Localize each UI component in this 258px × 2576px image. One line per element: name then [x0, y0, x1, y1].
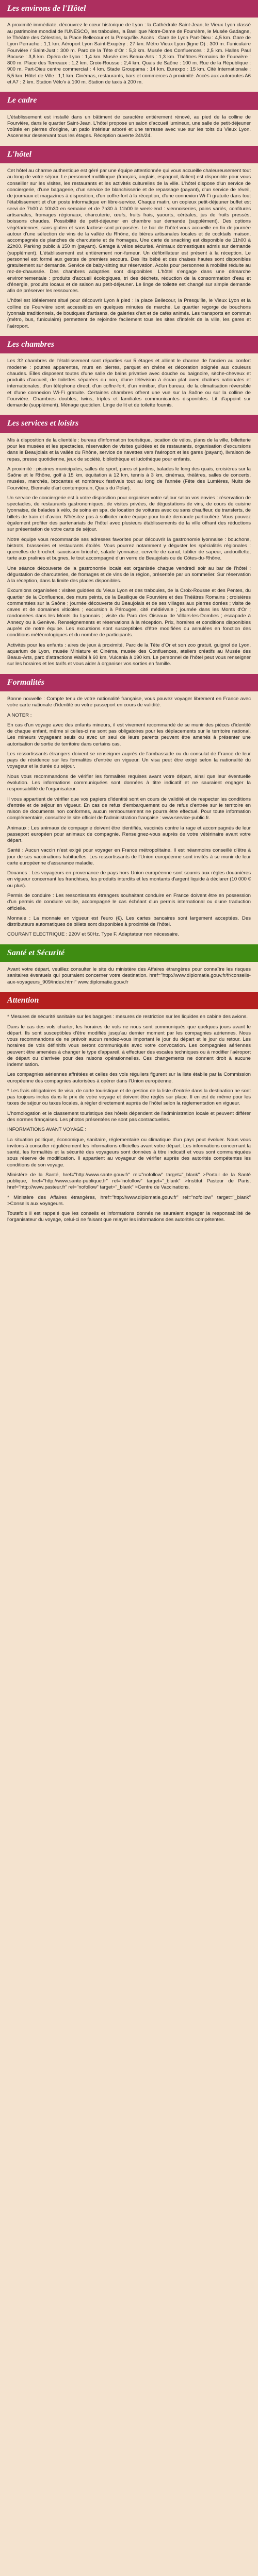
section-formalites [0, 674, 258, 944]
paragraph: * Ministère des Affaires étrangères, href="http://www.diplomatie.gouv.fr" rel="nofollow" target="_blank" >Conseils aux voyageurs. [7, 1194, 251, 1207]
paragraph: Santé : Aucun vaccin n'est exigé pour voyager en France métropolitaine. Il est néanmoins conseillé d'être à jour de ses vaccinations habituelles. Les ressortissants de l'Union européenne sont invités à se munir de leur carte européenne d'assurance maladie. [7, 848, 251, 866]
section-attention [0, 992, 258, 1230]
paragraph: L'établissement est installé dans un bâtiment de caractère entièrement rénové, au pied de la colline de Fourvière, dans le quartier Saint-Jean. L'hôtel propose un salon d'accueil lumineux, une salle de petit-déjeuner voûtée en pierres d'origine, un patio intérieur arboré et une terrasse avec vue sur les toits du Vieux Lyon. Ascenseur desservant tous les étages. Réception ouverte 24h/24. [7, 114, 251, 139]
paragraph: Douanes : Les voyageurs en provenance de pays hors Union européenne sont soumis aux règles douanières en vigueur concernant les franchises, les produits interdits et les montants d'argent liquide à déclarer (10 000 € ou plus). [7, 870, 251, 889]
section-title-hotel: L'hôtel [0, 146, 258, 163]
paragraph: Toutefois il est rappelé que les conseils et informations donnés ne sauraient engager la responsabilité de l'organisateur du voyage, celui-ci ne faisant que relayer les informations des autorités compétentes. [7, 1211, 251, 1223]
paragraph: La situation politique, économique, sanitaire, réglementaire ou climatique d'un pays peut évoluer. Nous vous invitons à consulter régulièrement les informations officielles avant votre départ. Les informations concernant la santé, les formalités et la sécurité des voyageurs sont données à titre indicatif et vous sont communiquées sous réserve de modification. Il appartient au voyageur de vérifier auprès des autorités compétentes les conditions de son voyage. [7, 1137, 251, 1168]
paragraph: * Les frais obligatoires de visa, de carte touristique et de gestion de la liste d'entrée dans la destination ne sont pas toujours inclus dans le prix de votre voyage et doivent être réglés sur place. Il en est de même pour les taxes de séjour ou taxes locales, à régler directement auprès de l'hôtel selon la réglementation en vigueur. [7, 1088, 251, 1107]
paragraph: Excursions organisées : visites guidées du Vieux Lyon et des traboules, de la Croix-Rousse et des Pentes, du quartier de la Confluence, des murs peints, de la Basilique de Fourvière et des Théâtres Romains ; croisières commentées sur la Saône ; journée découverte du Beaujolais et de ses villages aux pierres dorées ; visite de caves et de domaines viticoles ; excursion à Pérouges, cité médiévale ; journée dans les Monts d'Or ; randonnées dans les Monts du Lyonnais ; visite du Parc des Oiseaux de Villars-les-Dombes ; escapade à Annecy ou à Genève. Renseignements et réservations à la réception. Prix, horaires et conditions disponibles auprès de notre équipe. Les excursions sont susceptibles d'être modifiées ou annulées en fonction des conditions météorologiques et du nombre de participants. [7, 588, 251, 638]
paragraph: Un service de conciergerie est à votre disposition pour organiser votre séjour selon vos envies : réservation de spectacles, de restaurants gastronomiques, de visites privées, de dégustations de vins, de cours de cuisine lyonnaise, de balades à vélo, de soins en spa, de location de voitures avec ou sans chauffeur, de transferts, de billets de train et d'avion. N'hésitez pas à solliciter notre équipe pour toute demande particulière. Vous pouvez également profiter des partenariats de l'hôtel avec plusieurs établissements de la ville offrant des réductions sur présentation de votre carte de séjour. [7, 495, 251, 533]
paragraph: Cet hôtel au charme authentique est géré par une équipe attentionnée qui vous accueille chaleureusement tout au long de votre séjour. Le personnel multilingue (français, anglais, espagnol, italien) est disponible pour vous conseiller sur les visites, les restaurants et les activités culturelles de la ville. L'hôtel dispose d'un service de conciergerie, d'une bagagerie, d'un service de blanchisserie et de repassage (payant), d'un service de réveil, de journaux et magazines à disposition, d'un coffre-fort à la réception, d'une connexion Wi-Fi gratuite dans tout l'établissement et d'un poste informatique en libre-service. Chaque matin, un copieux petit-déjeuner buffet est servi de 7h00 à 10h30 en semaine et de 7h30 à 11h00 le week-end : viennoiseries, pains variés, confitures artisanales, fromages régionaux, charcuterie, œufs, fruits frais, yaourts, céréales, jus de fruits pressés, boissons chaudes. Possibilité de petit-déjeuner en chambre sur demande (supplément). Des options végétariennes, sans gluten et sans lactose sont proposées. Le bar de l'hôtel vous accueille en fin de journée autour d'une sélection de vins de la vallée du Rhône, de bières artisanales locales et de cocktails maison, accompagnés de planches de charcuterie et de fromages. Une carte de snacking est disponible de 11h00 à 22h00. Parking public à 150 m (payant). Garage à vélos sécurisé. Animaux domestiques admis sur demande (supplément). L'établissement est entièrement non-fumeur. Un défibrillateur est présent à la réception. Le personnel est formé aux gestes de premiers secours. Des lits bébé et des chaises hautes sont disponibles gratuitement sur demande. Service de baby-sitting sur réservation. Accès pour personnes à mobilité réduite au rez-de-chaussée. Des chambres adaptées sont disponibles. L'hôtel s'engage dans une démarche environnementale : produits d'accueil écologiques, tri des déchets, réduction de la consommation d'eau et d'énergie, produits locaux et de saison au petit-déjeuner. Le linge de toilette est changé sur simple demande afin de préserver les ressources. [7, 168, 251, 294]
section-hotel [0, 146, 258, 336]
paragraph: Animaux : Les animaux de compagnie doivent être identifiés, vaccinés contre la rage et accompagnés de leur passeport européen pour animaux de compagnie. Renseignez-vous auprès de votre vétérinaire avant votre départ. [7, 825, 251, 844]
paragraph: Permis de conduire : Les ressortissants étrangers souhaitant conduire en France doivent être en possession d'un permis de conduire valide, accompagné le cas échéant d'un permis international ou d'une traduction officielle. [7, 892, 251, 911]
paragraph: L'hôtel est idéalement situé pour découvrir Lyon à pied : la place Bellecour, la Presqu'île, le Vieux Lyon et la colline de Fourvière sont accessibles en quelques minutes de marche. Le quartier regorge de bouchons lyonnais traditionnels, de boutiques d'artisans, de galeries d'art et de cafés animés. Les transports en commun (métro, bus, funiculaire) permettent de rejoindre facilement tous les sites d'intérêt de la ville, les gares et l'aéroport. [7, 298, 251, 329]
paragraph: * Mesures de sécurité sanitaire sur les bagages : mesures de restriction sur les liquides en cabine des avions. [7, 1014, 248, 1020]
section-cadre [0, 92, 258, 146]
paragraph: A proximité : piscines municipales, salles de sport, parcs et jardins, balades le long des quais, croisières sur la Saône et le Rhône, golf à 15 km, équitation à 12 km, tennis à 3 km, cinémas, théâtres, salles de concerts, musées, marchés, brocantes et nombreux festivals tout au long de l'année (Fête des Lumières, Nuits de Fourvière, Biennale d'art contemporain, Quais du Polar). [7, 466, 251, 491]
section-title-chambres: Les chambres [0, 336, 258, 353]
paragraph: Il vous appartient de vérifier que vos papiers d'identité sont en cours de validité et de respecter les conditions d'entrée et de séjour en vigueur. En cas de refus d'embarquement ou de refus d'entrée sur le territoire en raison de documents non conformes, aucun remboursement ne pourra être effectué. Pour toute information complémentaire, consultez le site officiel de l'administration française : www.service-public.fr. [7, 796, 251, 821]
paragraph: Les compagnies aériennes affrétées et celles des vols réguliers figurent sur la liste établie par la Commission européenne des compagnies autorisées à opérer dans l'Union européenne. [7, 1072, 251, 1084]
section-body-chambres [0, 353, 258, 415]
paragraph: Nous vous recommandons de vérifier les formalités requises avant votre départ, ainsi que leur éventuelle évolution. Les informations communiquées sont données à titre indicatif et ne sauraient engager la responsabilité de l'organisateur. [7, 773, 251, 792]
paragraph: Bonne nouvelle : Compte tenu de votre nationalité française, vous pouvez voyager librement en France avec votre carte nationale d'identité ou votre passeport en cours de validité. [7, 696, 251, 708]
section-chambres [0, 336, 258, 415]
section-body-sante [0, 962, 258, 992]
paragraph: COURANT ELECTRIQUE : 220V et 50Hz. Type F. Adaptateur non nécessaire. [7, 931, 179, 938]
paragraph: En cas d'un voyage avec des enfants mineurs, il est vivement recommandé de se munir des pièces d'identité de chaque enfant, même si celles-ci ne sont pas obligatoires pour les déplacements sur le territoire national. Les mineurs voyageant seuls ou avec un seul de leurs parents peuvent être amenés à présenter une autorisation de sortie de territoire dans certains cas. [7, 722, 251, 747]
section-title-environs: Les environs de l'Hôtel [0, 0, 258, 18]
section-sante [0, 944, 258, 992]
section-body-loisirs [0, 433, 258, 674]
paragraph: Une séance découverte de la gastronomie locale est organisée chaque vendredi soir au bar de l'hôtel : dégustation de charcuteries, de fromages et de vins de la région, présentée par un sommelier. Sur réservation à la réception, dans la limite des places disponibles. [7, 565, 251, 584]
paragraph: A proximité immédiate, découvrez le cœur historique de Lyon : la Cathédrale Saint-Jean, le Vieux Lyon classé au patrimoine mondial de l'UNESCO, les traboules, la Basilique Notre-Dame de Fourvière, le Musée Gadagne, le Théâtre des Célestins, la Place Bellecour et la Presqu'île. Accès : Gare de Lyon Part-Dieu : 4,5 km. Gare de Lyon Perrache : 1,1 km. Aéroport Lyon Saint-Exupéry : 27 km. Métro Vieux Lyon (ligne D) : 300 m. Funiculaire Fourvière / Saint-Just : 300 m. Parc de la Tête d'Or : 5,3 km. Musée des Confluences : 2,5 km. Halles Paul Bocuse : 3,8 km. Opéra de Lyon : 1,4 km. Musée des Beaux-Arts : 1,3 km. Théâtres Romains de Fourvière : 800 m. Place des Terreaux : 1,2 km. Croix-Rousse : 2,4 km. Quais de Saône : 100 m. Rue de la République : 900 m. Part-Dieu centre commercial : 4 km. Stade Groupama : 14 km. Eurexpo : 15 km. Cité Internationale : 5,5 km. Hôtel de Ville : 1,1 km. Cinémas, restaurants, bars et commerces à proximité. Accès aux autoroutes A6 et A7 : 2 km. Station Vélo'v à 100 m. Station de taxis à 200 m. [7, 22, 251, 85]
page [0, 0, 258, 1230]
paragraph: INFORMATIONS AVANT VOYAGE : [7, 1127, 87, 1133]
section-environs [0, 0, 258, 92]
section-title-sante: Santé et Sécurité [0, 944, 258, 962]
section-body-hotel [0, 163, 258, 336]
paragraph: L'homologation et le classement touristique des hôtels dépendent de l'administration locale et peuvent différer des normes françaises. Les photos présentées ne sont pas contractuelles. [7, 1110, 251, 1123]
section-title-formalites: Formalités [0, 674, 258, 691]
paragraph: Mis à disposition de la clientèle : bureau d'information touristique, location de vélos, plans de la ville, billetterie pour les musées et les spectacles, réservation de visites guidées et de restaurants, organisation d'excursions dans le Beaujolais et la vallée du Rhône, service de navettes vers l'aéroport et les gares (payant), livraison de repas, presse quotidienne, jeux de société, bibliothèque et ludothèque pour enfants. [7, 437, 251, 462]
section-title-loisirs: Les services et loisirs [0, 415, 258, 432]
paragraph: Activités pour les enfants : aires de jeux à proximité, Parc de la Tête d'Or et son zoo gratuit, guignol de Lyon, aquarium de Lyon, musée Miniature et Cinéma, musée des Confluences, ateliers créatifs au Musée des Beaux-Arts, parc d'attractions Walibi à 60 km, Vulcania à 190 km. Le personnel de l'hôtel peut vous renseigner sur les horaires et les tarifs et vous aider à organiser vos sorties en famille. [7, 642, 251, 667]
section-body-formalites [0, 691, 258, 944]
section-body-environs [0, 18, 258, 92]
paragraph: Ministère de la Santé, href="http://www.sante.gouv.fr" rel="nofollow" target="_blank" >Portail de la Santé publique, href="http://www.sante-publique.fr" rel="nofollow" target="_blank" >Institut Pasteur de Paris, href="http://www.pasteur.fr" rel="nofollow" target="_blank" >Centre de Vaccinations. [7, 1172, 251, 1191]
section-title-attention: Attention [0, 992, 258, 1009]
section-loisirs [0, 415, 258, 673]
section-body-attention [0, 1009, 258, 1229]
section-title-cadre: Le cadre [0, 92, 258, 109]
paragraph: Monnaie : La monnaie en vigueur est l'euro (€). Les cartes bancaires sont largement acceptées. Des distributeurs automatiques de billets sont disponibles à proximité de l'hôtel. [7, 915, 251, 928]
paragraph: Les ressortissants étrangers doivent se renseigner auprès de l'ambassade ou du consulat de France de leur pays de résidence sur les formalités d'entrée en vigueur. Un visa peut être exigé selon la nationalité du voyageur et la durée du séjour. [7, 751, 251, 770]
paragraph: Notre équipe vous recommande ses adresses favorites pour découvrir la gastronomie lyonnaise : bouchons, bistrots, brasseries et restaurants étoilés. Vous pourrez notamment y déguster les spécialités régionales : quenelles de brochet, saucisson brioché, salade lyonnaise, cervelle de canut, tablier de sapeur, andouillette, tarte aux pralines et bugnes, le tout accompagné d'un verre de Beaujolais ou de Côtes-du-Rhône. [7, 536, 251, 562]
section-body-cadre [0, 110, 258, 146]
paragraph: Les 32 chambres de l'établissement sont réparties sur 5 étages et allient le charme de l'ancien au confort moderne : poutres apparentes, murs en pierres, parquet en chêne et décoration soignée aux couleurs chaudes. Elles disposent toutes d'une salle de bains privative avec douche ou baignoire, sèche-cheveux et produits d'accueil, de toilettes séparées ou non, d'une télévision à écran plat avec chaînes nationales et internationales, d'un téléphone direct, d'un coffre-fort, d'un minibar, d'un bureau, de la climatisation réversible et d'une connexion Wi-Fi gratuite. Certaines chambres offrent une vue sur la Saône ou sur la colline de Fourvière. Chambres doubles, twins, triples et familiales communicantes disponibles. Lit d'appoint sur demande (supplément). Ménage quotidien. Linge de lit et de toilette fournis. [7, 358, 251, 409]
paragraph: Dans le cas des vols charter, les horaires de vols ne nous sont communiqués que quelques jours avant le départ. Ils sont susceptibles d'être modifiés jusqu'au dernier moment par les compagnies aériennes. Nous vous recommandons de ne prévoir aucun rendez-vous important le jour du départ et le jour du retour. Les horaires de vols définitifs vous seront communiqués avec votre convocation. Les compagnies aériennes peuvent être amenées à changer le type d'appareil, à effectuer des escales techniques ou à modifier l'aéroport de départ ou d'arrivée pour des raisons opérationnelles. Ces changements ne donnent droit à aucune indemnisation. [7, 1024, 251, 1068]
paragraph: A NOTER : [7, 712, 32, 718]
paragraph: Avant votre départ, veuillez consulter le site du ministère des Affaires étrangères pour connaître les risques sanitaires éventuels qui pourraient concerner votre destination. href="http://www.diplomatie.gouv.fr/fr/conseils-aux-voyageurs_909/index.html" www.diplomatie.gouv.fr [7, 967, 251, 985]
